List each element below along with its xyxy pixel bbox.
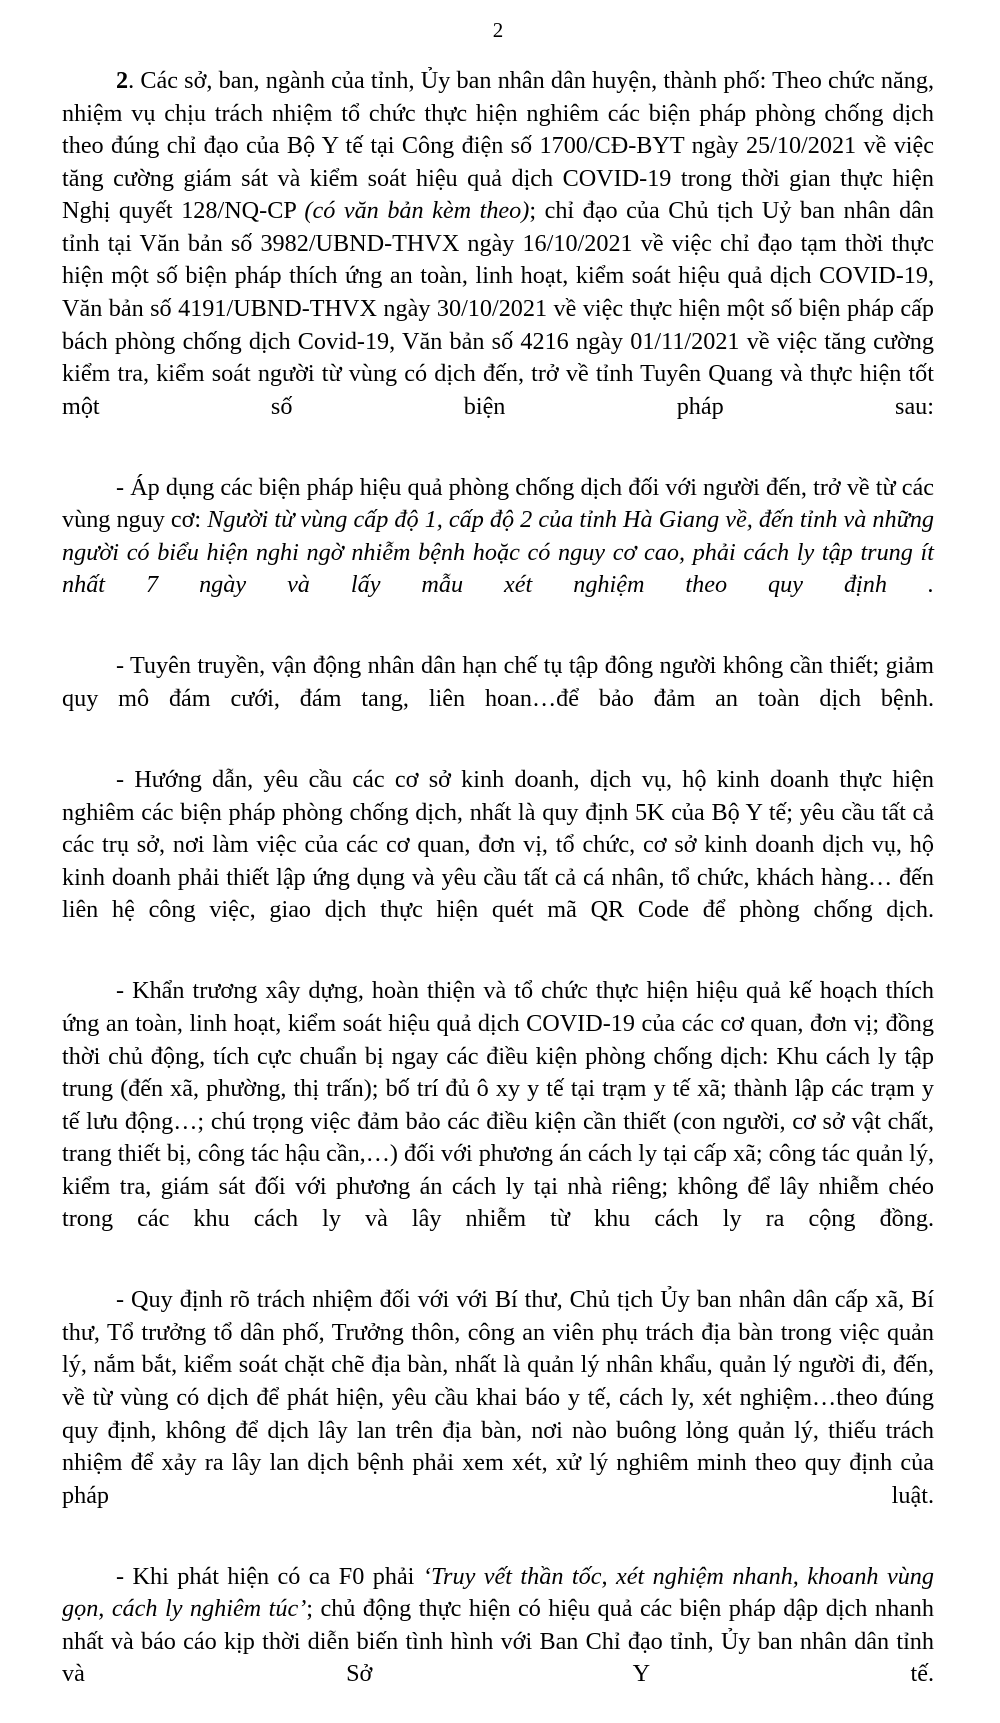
paragraph-bullet-plan-building (62, 975, 934, 1268)
paragraph-item-2 (62, 65, 934, 456)
page-number: 2 (492, 18, 504, 42)
text-run: (có văn bản kèm theo) (304, 197, 530, 225)
paragraph-bullet-business-guidance (62, 764, 934, 959)
text-run: - Khẩn trương xây dựng, hoàn thiện và tổ chức thực hiện hiệu quả kế hoạch thích ứng an toàn, linh hoạt, kiểm soát hiệu quả dịch COVID-19 của các cơ quan, đơn vị; đồng thời chủ động, tích cực chuẩn bị ngay các điều kiện phòng chống dịch: Khu cách ly tập trung (đến xã, phường, thị trấn); bố trí đủ ô xy y tế tại trạm y tế xã; thành lập các trạm y tế lưu động…; chú trọng việc đảm bảo các điều kiện cần thiết (con người, cơ sở vật chất, trang thiết bị, công tác hậu cần,…) đối với phương án cách ly tại cấp xã; công tác quản lý, kiểm tra, giám sát đối với phương án cách ly tại nhà riêng; không để lây nhiễm chéo trong các khu cách ly và lây nhiễm từ khu cách ly ra cộng đồng. (62, 977, 934, 1233)
document-body (62, 65, 934, 1723)
paragraph-bullet-propaganda (62, 650, 934, 748)
paragraph-bullet-responsibility (62, 1284, 934, 1544)
text-run: - Tuyên truyền, vận động nhân dân hạn chế tụ tập đông người không cần thiết; giảm quy mô đám cưới, đám tang, liên hoan…để bảo đảm an toàn dịch bệnh. (62, 652, 934, 713)
text-run: 2 (116, 67, 129, 95)
paragraph-bullet-f0-detection (62, 1561, 934, 1723)
text-run: - Khi phát hiện có ca F0 phải (116, 1562, 423, 1590)
text-run: - Áp dụng các biện pháp hiệu quả phòng chống dịch đối với người đến, trở về từ các vùng nguy cơ: (62, 473, 934, 534)
text-run: ‘Truy vết thần tốc, xét nghiệm nhanh, khoanh vùng gọn, cách ly nghiêm túc’ (62, 1562, 934, 1623)
text-run: . Các sở, ban, ngành của tỉnh, Ủy ban nhân dân huyện, thành phố: Theo chức năng, nhiệm vụ chịu trách nhiệm tổ chức thực hiện nghiêm các biện pháp phòng chống dịch theo đúng chỉ đạo của Bộ Y tế tại Công điện số 1700/CĐ-BYT ngày 25/10/2021 về việc tăng cường giám sát và kiểm soát hiệu quả dịch COVID-19 trong thời gian thực hiện Nghị quyết 128/NQ-CP (62, 67, 934, 225)
text-run: ; chủ động thực hiện có hiệu quả các biện pháp dập dịch nhanh nhất và báo cáo kịp thời diễn biến tình hình với Ban Chỉ đạo tỉnh, Ủy ban nhân dân tỉnh và Sở Y tế. (62, 1595, 934, 1688)
text-run: - Hướng dẫn, yêu cầu các cơ sở kinh doanh, dịch vụ, hộ kinh doanh thực hiện nghiêm các biện pháp phòng chống dịch, nhất là quy định 5K của Bộ Y tế; yêu cầu tất cả các trụ sở, nơi làm việc của các cơ quan, đơn vị, tổ chức, cơ sở kinh doanh dịch vụ, hộ kinh doanh phải thiết lập ứng dụng và yêu cầu tất cả cá nhân, tổ chức, khách hàng… đến liên hệ công việc, giao dịch thực hiện quét mã QR Code để phòng chống dịch. (62, 766, 934, 924)
paragraph-bullet-risk-areas (62, 472, 934, 635)
text-run: Người từ vùng cấp độ 1, cấp độ 2 của tỉnh Hà Giang về, đến tỉnh và những người có biểu hiện nghi ngờ nhiễm bệnh hoặc có nguy cơ cao, phải cách ly tập trung ít nhất 7 ngày và lấy mẫu xét nghiệm theo quy định . (62, 506, 935, 599)
text-run: ; chỉ đạo của Chủ tịch Uỷ ban nhân dân tỉnh tại Văn bản số 3982/UBND-THVX ngày 16/10/2021 về việc chỉ đạo tạm thời thực hiện một số biện pháp thích ứng an toàn, linh hoạt, kiểm soát hiệu quả dịch COVID-19, Văn bản số 4191/UBND-THVX ngày 30/10/2021 về việc thực hiện một số biện pháp cấp bách phòng chống dịch Covid-19, Văn bản số 4216 ngày 01/11/2021 về việc tăng cường kiểm tra, kiểm soát người từ vùng có dịch đến, trở về tỉnh Tuyên Quang và thực hiện tốt một số biện pháp sau: (62, 197, 934, 420)
text-run: - Quy định rõ trách nhiệm đối với với Bí thư, Chủ tịch Ủy ban nhân dân cấp xã, Bí thư, Tổ trưởng tổ dân phố, Trưởng thôn, công an viên phụ trách địa bàn trong việc quản lý, nắm bắt, kiểm soát chặt chẽ địa bàn, nhất là quản lý nhân khẩu, quản lý người đi, đến, về từ vùng có dịch để phát hiện, yêu cầu khai báo y tế, cách ly, xét nghiệm…theo đúng quy định, không để dịch lây lan trên địa bàn, nơi nào buông lỏng quản lý, thiếu trách nhiệm để xảy ra lây lan dịch bệnh phải xem xét, xử lý nghiêm minh theo quy định của pháp luật. (62, 1286, 934, 1509)
